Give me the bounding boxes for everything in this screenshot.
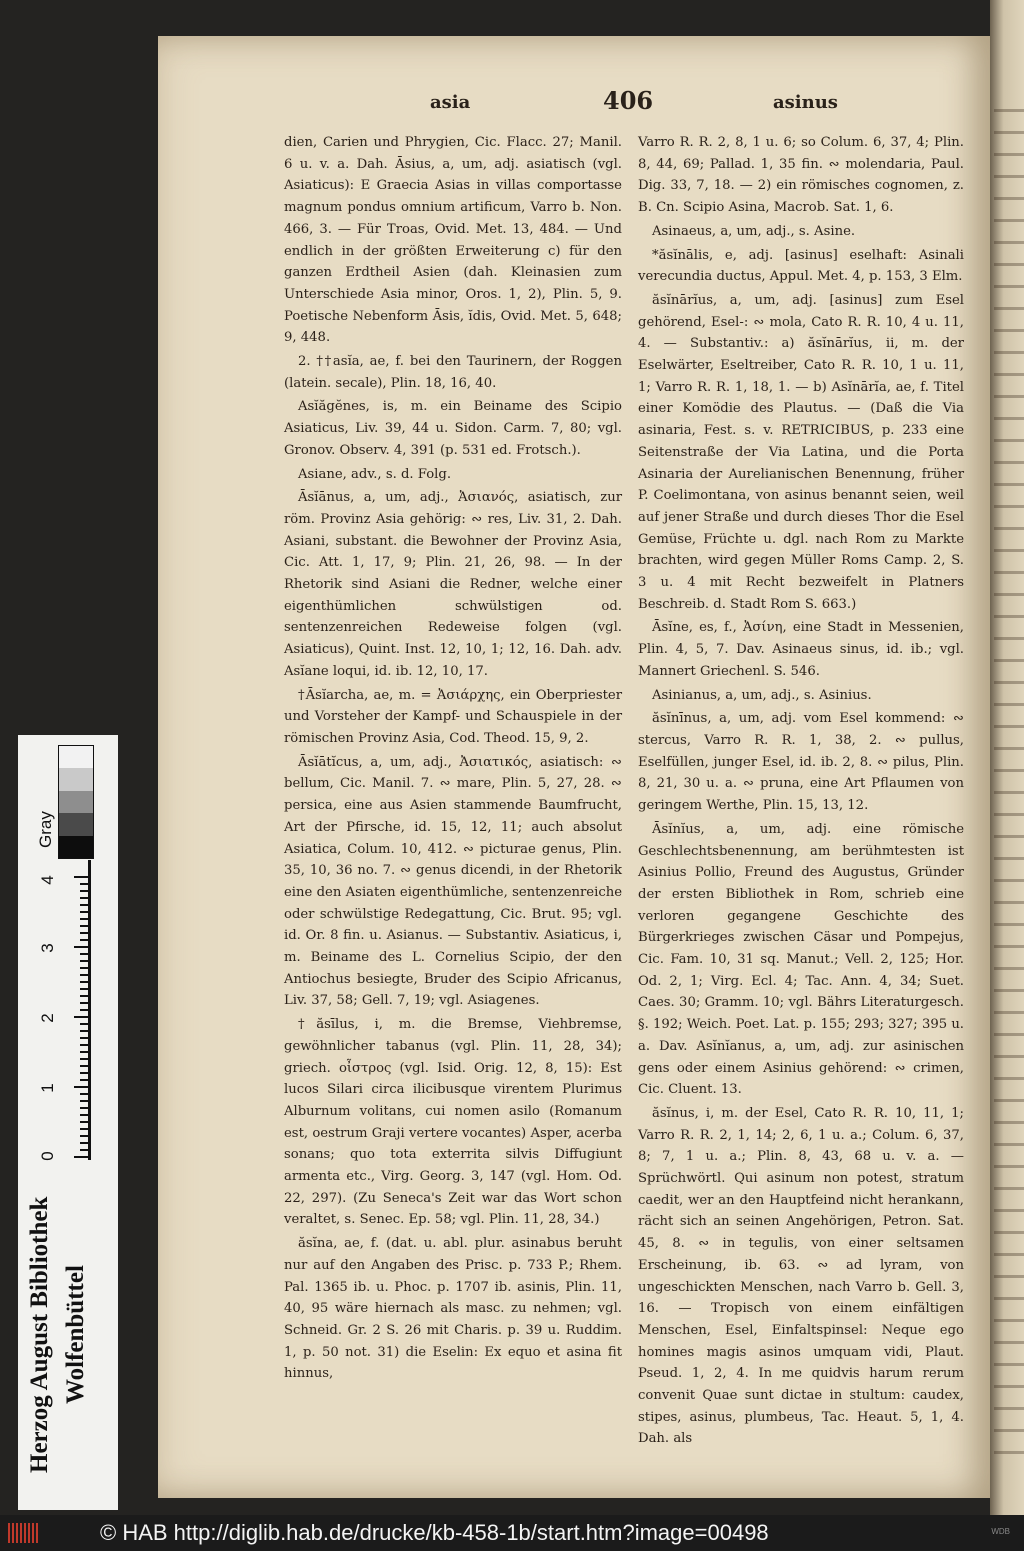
ruler-number: 4 — [38, 875, 57, 885]
ruler-tick — [74, 1086, 91, 1088]
ruler-tick — [80, 1072, 91, 1074]
ruler-tick — [80, 1044, 91, 1046]
gray-scale-strip — [58, 745, 94, 859]
ruler-tick — [80, 1135, 91, 1137]
ruler-tick — [80, 1002, 91, 1004]
ruler-tick — [80, 1009, 91, 1011]
gray-scale-title: Gray — [36, 811, 55, 849]
ruler-tick — [80, 918, 91, 920]
entry-text: ăsĭnīnus, a, um, adj. vom Esel kommend: ∾ stercus, Varro R. R. 1, 38, 2. ∾ pullus, Eselfüllen, junger Esel, id. ib. 2, 8. ∾ pilus, Plin. 8, 21, 30 u. a. ∾ pruna, eine Art Pflaumen von geringem Werthe, Plin. 15, 13, 12. — [638, 711, 964, 814]
ruler-tick — [80, 904, 91, 906]
ruler-number: 0 — [38, 1151, 57, 1161]
ruler-tick — [80, 1058, 91, 1060]
gray-step — [59, 836, 93, 858]
entry-text: Āsĭne, es, f., Ἀσίνη, eine Stadt in Messenien, Plin. 4, 5, 7. Dav. Asinaeus sinus, id. ib.; vgl. Mannert Griechenl. S. 546. — [638, 620, 964, 679]
ruler-tick — [80, 953, 91, 955]
ruler-tick — [80, 1128, 91, 1130]
barcode-icon — [8, 1523, 40, 1543]
ruler-tick — [74, 1016, 91, 1018]
library-line-2: Wolfenbüttel — [62, 1265, 89, 1405]
ruler-tick — [80, 1114, 91, 1116]
ruler-tick — [80, 1142, 91, 1144]
ruler-tick — [80, 897, 91, 899]
ruler-tick — [80, 883, 91, 885]
ruler-tick — [80, 1093, 91, 1095]
ruler-tick — [80, 981, 91, 983]
ruler-tick — [80, 925, 91, 927]
entry-text: Āsĭānus, a, um, adj., Ἀσιανός, asiatisch, zur röm. Provinz Asia gehörig: ∾ res, Liv. 31, 2. Dah. Asiani, substant. die Bewohner der Provinz Asia, Cic. Att. 1, 17, 9; Plin. 21, 26, 98. — In der Rhetorik sind Asiani die Redner, welche einer eigenthümlichen schwülstigen od. sentenzenreichen Redeweise folgen (vgl. Asiaticus), Quint. Inst. 12, 10, 1; 12, 16. Dah. adv. Asĭane loqui, id. ib. 12, 10, 17. — [284, 490, 622, 679]
ruler-tick — [80, 932, 91, 934]
ruler-tick — [80, 1037, 91, 1039]
library-name — [22, 1180, 102, 1490]
ruler-tick — [74, 876, 91, 878]
ruler-tick — [80, 890, 91, 892]
ruler-tick — [80, 1030, 91, 1032]
footer-credit-link[interactable]: © HAB http://diglib.hab.de/drucke/kb-458-1b/start.htm?image=00498 — [100, 1520, 769, 1545]
ruler-tick — [80, 939, 91, 941]
ruler-tick — [80, 974, 91, 976]
entry-text: Āsĭātĭcus, a, um, adj., Ἀσιατικός, asiatisch: ∾ bellum, Cic. Manil. 7. ∾ mare, Plin. 5, 27, 28. ∾ persica, eine aus Asien stammende Baumfrucht, Art der Pfirsche, id. 15, 12, 11; auch absolut Asiatica, Colum. 10, 412. ∾ picturae genus, Plin. 35, 10, 36 no. 7. ∾ genus dicendi, in der Rhetorik eine den Asiaten eigenthümliche, sentenzenreiche oder schwülstige Redegattung, Cic. Brut. 95; vgl. id. Or. 8 fin. u. Asianus. — Substantiv. Asiaticus, i, m. Beiname des L. Cornelius Scipio, der den Antiochus besiegte, Bruder des Scipio Africanus, Liv. 37, 58; Gell. 7, 19; vgl. Asiagenes. — [284, 754, 622, 1009]
left-column — [284, 132, 622, 1387]
ruler-tick — [80, 1121, 91, 1123]
ruler-tick — [80, 960, 91, 962]
entry-text: †ăsīlus, i, m. die Bremse, Viehbremse, gewöhnlicher tabanus (vgl. Plin. 11, 28, 34); griech. οἶστρος (vgl. Isid. Orig. 12, 8, 15): Est lucos Silari circa ilicibusque virentem Plurimus Alburnum volitans, cui nomen asilo (Romanum est, oestrum Graji vertere vocantes) Asper, acerba sonans; quo tota exterrita silvis Diffugiunt armenta etc., Virg. Georg. 3, 147 (vgl. Hom. Od. 22, 297). (Zu Seneca's Zeit war das Wort schon veraltet, s. Senec. Ep. 58; vgl. Plin. 11, 28, 34.) — [284, 1017, 622, 1228]
entry-text: ăsĭna, ae, f. (dat. u. abl. plur. asinabus beruht nur auf den Angaben des Prisc. p. 733 P.; Rhem. Pal. 1365 ib. u. Phoc. p. 1707 ib. asinis, Plin. 11, 40, 95 wäre hiernach als masc. zu nehmen; vgl. Schneid. Gr. 2 S. 26 mit Charis. p. 39 u. Ruddim. 1, p. 50 not. 31) die Eselin: Ex equo et asina fit hinnus, — [284, 1236, 622, 1382]
entry-text: Asinianus, a, um, adj., s. Asinius. — [652, 687, 872, 703]
library-line-1: Herzog August Bibliothek — [26, 1196, 53, 1474]
centimeter-ruler — [36, 860, 92, 1170]
ruler-tick — [80, 1065, 91, 1067]
entry-text: *ăsĭnālis, e, adj. [asinus] eselhaft: Asinali verecundia ductus, Appul. Met. 4, p. 153, 3 Elm. — [638, 247, 964, 285]
ruler-tick — [80, 1149, 91, 1151]
ruler-number: 2 — [38, 1013, 57, 1023]
entry-text: 2. ††asĭa, ae, f. bei den Taurinern, der Roggen (latein. secale), Plin. 18, 16, 40. — [284, 354, 622, 391]
entry-text: Asinaeus, a, um, adj., s. Asine. — [652, 223, 856, 239]
ruler-tick — [80, 1100, 91, 1102]
ruler-tick — [74, 1156, 91, 1158]
ruler-tick — [80, 967, 91, 969]
ruler-tick — [80, 911, 91, 913]
ruler-tick — [80, 995, 91, 997]
gray-step — [59, 791, 93, 813]
entry-text: Asĭăgĕnes, is, m. ein Beiname des Scipio Asiaticus, Liv. 39, 44 u. Sidon. Carm. 7, 80; vgl. Gronov. Observ. 4, 391 (p. 531 ed. Frotsch.). — [284, 399, 622, 458]
header-left-word: asia — [430, 92, 471, 113]
right-column — [638, 132, 964, 1452]
entry-text: Varro R. R. 2, 8, 1 u. 6; so Colum. 6, 37, 4; Plin. 8, 44, 69; Pallad. 1, 35 fin. ∾ molendaria, Paul. Dig. 33, 7, 18. — 2) ein römisches cognomen, z. B. Cn. Scipio Asina, Macrob. Sat. 1, 6. — [638, 135, 964, 216]
ruler-tick — [80, 1079, 91, 1081]
ruler-tick — [80, 1107, 91, 1109]
ruler-number: 3 — [38, 943, 57, 953]
footer-bar — [0, 1515, 1024, 1551]
ruler-tick — [74, 946, 91, 948]
entry-text: ăsĭnārĭus, a, um, adj. [asinus] zum Esel gehörend, Esel-: ∾ mola, Cato R. R. 10, 4 u. 11, 4. — Substantiv.: a) ăsĭnārĭus, ii, m. der Eselwärter, Eseltreiber, Cato R. R. 10, 1 u. 11, 1; Varro R. R. 1, 18, 1. — b) Asĭnārĭa, ae, f. Titel einer Komödie des Plautus. — (Daß die Via asinaria, Fest. s. v. RETRICIBUS, p. 233 eine Seitenstraße der Via Latina, und die Porta Asinaria der Aurelianischen Benennung, früher P. Coelimontana, von asinus benannt seien, weil auf jener Straße und durch dieses Thor die Esel Gemüse, Früchte u. dgl. nach Rom zu Markte brachten, wird gegen Müller Roms Camp. 2, S. 3 u. 4 mit Recht bezweifelt in Platners Beschreib. d. Stadt Rom S. 663.) — [638, 292, 964, 612]
gray-step — [59, 768, 93, 790]
ruler-tick — [80, 1051, 91, 1053]
header-right-word: asinus — [773, 92, 838, 113]
entry-text: dien, Carien und Phrygien, Cic. Flacc. 27; Manil. 6 u. v. a. Dah. Āsius, a, um, adj. asiatisch (vgl. Asiaticus): E Graecia Asias in villas comportasse magnum pondus omnium artificum, Varro b. Non. 466, 3. — Für Troas, Ovid. Met. 13, 484. — Und endlich in der größten Erweiterung c) für den ganzen Erdtheil Asien (dah. Kleinasien zum Unterschiede Asia minor, Oros. 1, 2), Plin. 5, 9. Poetische Nebenform Āsis, ĭdis, Ovid. Met. 5, 648; 9, 448. — [284, 135, 622, 346]
page-number: 406 — [603, 86, 654, 115]
gray-step — [59, 746, 93, 768]
entry-text: Āsĭnĭus, a, um, adj. eine römische Geschlechtsbenennung, am berühmtesten ist Asinius Pollio, Freund des Augustus, Gründer der ersten Bibliothek in Rom, schrieb eine verloren gegangene Geschichte des Bürgerkrieges zwischen Cäsar und Pompejus, Cic. Fam. 10, 31 sq. Manut.; Vell. 2, 125; Hor. Od. 2, 1; Virg. Ecl. 4; Tac. Ann. 4, 34; Suet. Caes. 30; Gramm. 10; vgl. Bährs Literaturgesch. §. 192; Weich. Poet. Lat. p. 155; 293; 327; 395 u. a. Dav. Asĭnĭanus, a, um, adj. zur asinischen gens oder einem Asinius gehörend: ∾ crimen, Cic. Cluent. 13. — [638, 821, 964, 1098]
entry-text: †Āsĭarcha, ae, m. = Ἀσιάρχης, ein Oberpriester und Vorsteher der Kampf- und Schauspiele in der römischen Provinz Asia, Cod. Theod. 15, 9, 2. — [284, 687, 622, 746]
ruler-number: 1 — [38, 1083, 57, 1093]
running-head — [158, 88, 990, 118]
footer-tag: WDB — [991, 1527, 1010, 1536]
ruler-tick — [80, 1023, 91, 1025]
entry-text: Asiane, adv., s. d. Folg. — [298, 466, 452, 482]
gray-step — [59, 813, 93, 835]
entry-text: ăsĭnus, i, m. der Esel, Cato R. R. 10, 11, 1; Varro R. R. 2, 1, 14; 2, 6, 1 u. a.; Colum. 6, 37, 8; 7, 1 u. a.; Plin. 8, 43, 68 u. v. a. — Sprüchwörtl. Qui asinum non potest, stratum caedit, wer an den Hauptfeind nicht herankann, rächt sich an seinen Angehörigen, Petron. Sat. 45, 8. ∾ in tegulis, von einer seltsamen Erscheinung, ib. 63. ∾ ad lyram, von ungeschickten Menschen, nach Varro b. Gell. 3, 16. — Tropisch von einem einfältigen Menschen, Esel, Einfaltspinsel: Neque ego homines magis asinos umquam vidi, Plaut. Pseud. 1, 2, 4. In me quidvis harum rerum convenit Quae sunt dictae in stultum: caudex, stipes, asinus, plumbeus, Tac. Heaut. 5, 1, 4. Dah. als — [638, 1105, 964, 1447]
ruler-tick — [80, 988, 91, 990]
adjacent-page-text — [994, 95, 1024, 1455]
